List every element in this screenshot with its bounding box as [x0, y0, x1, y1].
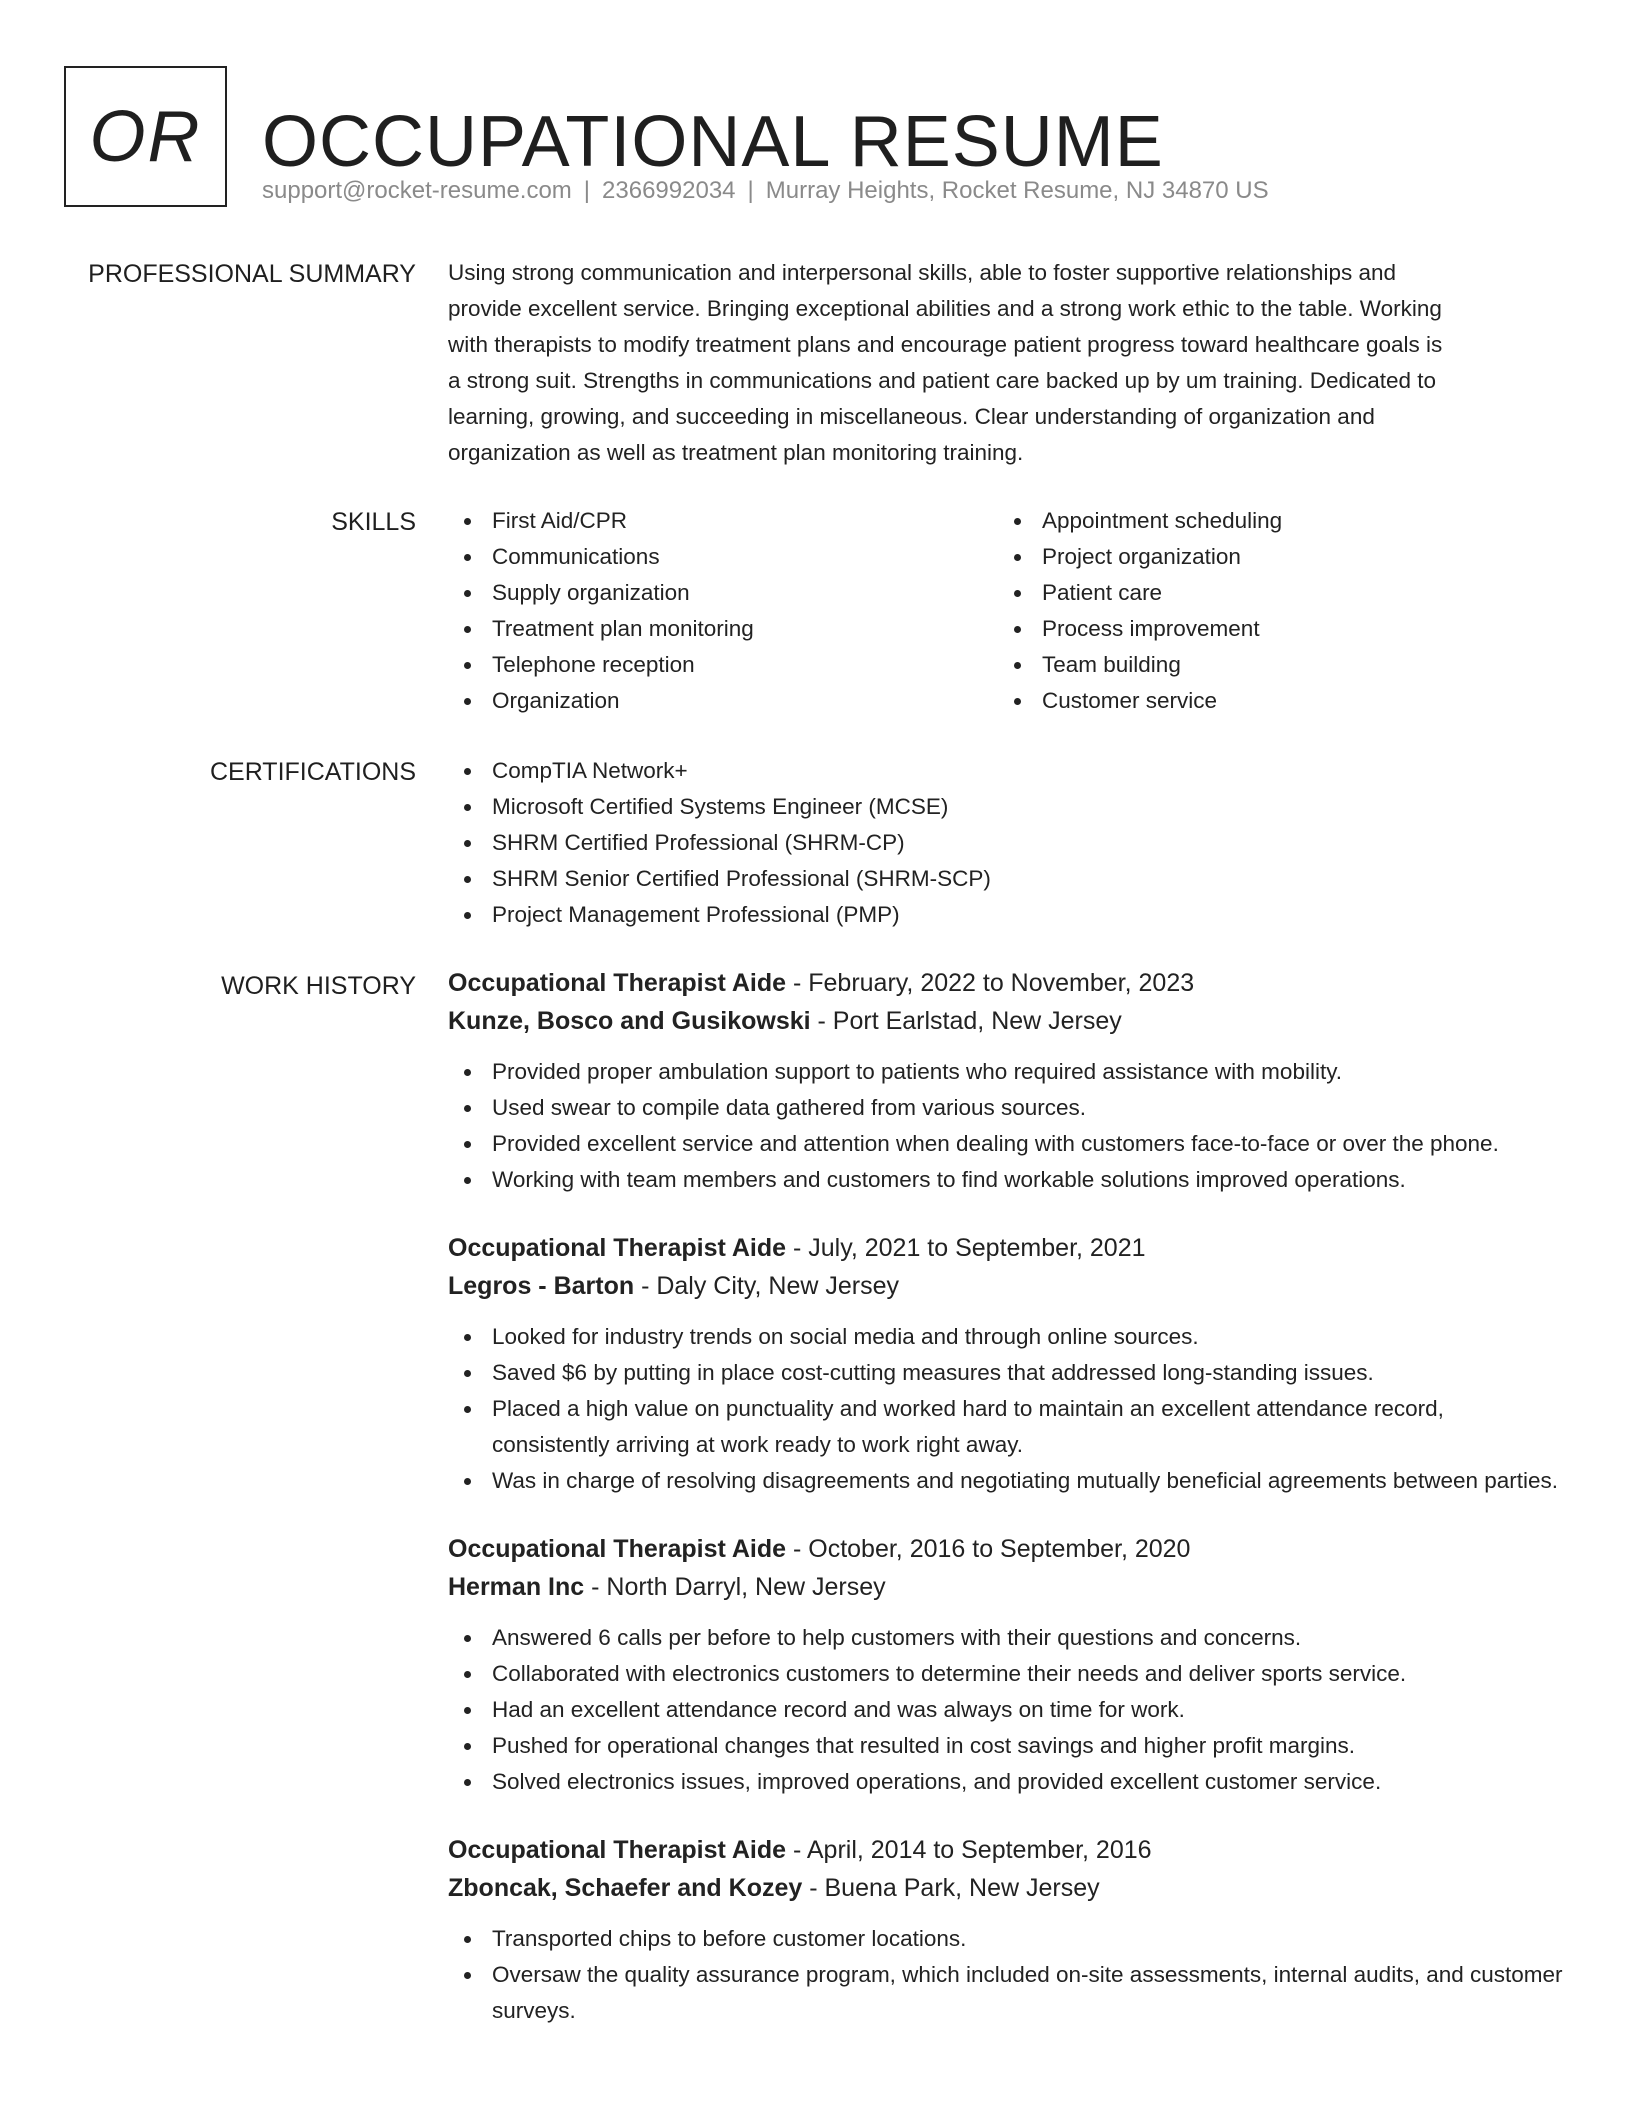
skill-item: Process improvement	[998, 611, 1548, 647]
duty-item: Collaborated with electronics customers to determine their needs and deliver sports service.	[448, 1656, 1563, 1692]
skills-column-right	[998, 503, 1548, 719]
contact-line	[262, 177, 1269, 205]
job-entry	[448, 1229, 1563, 1499]
duty-item: Was in charge of resolving disagreements and negotiating mutually beneficial agreements between parties.	[448, 1463, 1563, 1499]
monogram-initials: OR	[89, 96, 202, 177]
job-duties	[448, 1921, 1563, 2029]
job-company: Kunze, Bosco and Gusikowski	[448, 1007, 811, 1035]
job-title: Occupational Therapist Aide	[448, 1836, 787, 1864]
certifications-list	[448, 753, 1563, 933]
skills-list	[448, 503, 1563, 719]
job-duties	[448, 1319, 1563, 1499]
job-company-line	[448, 1267, 1563, 1305]
job-duties	[448, 1054, 1563, 1198]
duty-item: Answered 6 calls per before to help customers with their questions and concerns.	[448, 1620, 1563, 1656]
summary-body	[448, 255, 1563, 471]
work-history-body	[448, 964, 1563, 2029]
job-duties	[448, 1620, 1563, 1800]
summary-line: learning, growing, and succeeding in miscellaneous. Clear understanding of organization and	[448, 404, 1375, 429]
job-title: Occupational Therapist Aide	[448, 969, 787, 997]
job-entry	[448, 1831, 1563, 2029]
job-company-line	[448, 1568, 1563, 1606]
duty-item: Provided excellent service and attention when dealing with customers face-to-face or over the phone.	[448, 1126, 1563, 1162]
contact-separator: |	[583, 177, 591, 204]
job-company: Herman Inc	[448, 1573, 585, 1601]
monogram-box	[64, 66, 227, 207]
summary-line: a strong suit. Strengths in communications and patient care backed up by um training. Dedicated to	[448, 368, 1437, 393]
summary-line: Using strong communication and interpersonal skills, able to foster supportive relationships and	[448, 260, 1396, 285]
skill-item: Organization	[448, 683, 998, 719]
work-history-heading: WORK HISTORY	[221, 972, 416, 1000]
summary-line: with therapists to modify treatment plans and encourage patient progress toward healthcare goals is	[448, 332, 1443, 357]
duty-item: Looked for industry trends on social media and through online sources.	[448, 1319, 1563, 1355]
job-title-line	[448, 1229, 1563, 1267]
skills-column-left	[448, 503, 998, 719]
duty-item: Solved electronics issues, improved operations, and provided excellent customer service.	[448, 1764, 1563, 1800]
duty-item: Working with team members and customers to find workable solutions improved operations.	[448, 1162, 1563, 1198]
job-location: - Port Earlstad, New Jersey	[810, 1007, 1122, 1035]
duty-item: Used swear to compile data gathered from various sources.	[448, 1090, 1563, 1126]
job-title-line	[448, 964, 1563, 1002]
skill-item: Telephone reception	[448, 647, 998, 683]
duty-item: Provided proper ambulation support to patients who required assistance with mobility.	[448, 1054, 1563, 1090]
summary-heading: PROFESSIONAL SUMMARY	[88, 260, 416, 288]
job-company-line	[448, 1869, 1563, 1907]
contact-email[interactable]: support@rocket-resume.com	[262, 177, 572, 204]
duty-item: Pushed for operational changes that resulted in cost savings and higher profit margins.	[448, 1728, 1563, 1764]
job-company: Zboncak, Schaefer and Kozey	[448, 1874, 803, 1902]
job-location: - North Darryl, New Jersey	[584, 1573, 886, 1601]
contact-phone[interactable]: 2366992034	[602, 177, 736, 204]
job-dates: - October, 2016 to September, 2020	[786, 1535, 1191, 1563]
job-title-line	[448, 1831, 1563, 1869]
certifications-body	[448, 753, 1563, 933]
skill-item: Team building	[998, 647, 1548, 683]
certification-item: Project Management Professional (PMP)	[448, 897, 1563, 933]
summary-line: provide excellent service. Bringing exceptional abilities and a strong work ethic to the table. Working	[448, 296, 1442, 321]
duty-item: Placed a high value on punctuality and worked hard to maintain an excellent attendance record, consistently arriving at work ready to work right away.	[448, 1391, 1563, 1463]
job-dates: - July, 2021 to September, 2021	[786, 1234, 1146, 1262]
resume-title: OCCUPATIONAL RESUME	[262, 102, 1164, 183]
skill-item: Customer service	[998, 683, 1548, 719]
skill-item: Supply organization	[448, 575, 998, 611]
contact-separator: |	[747, 177, 754, 204]
duty-item: Oversaw the quality assurance program, which included on-site assessments, internal audits, and customer surveys.	[448, 1957, 1563, 2029]
duty-item: Had an excellent attendance record and was always on time for work.	[448, 1692, 1563, 1728]
job-entry	[448, 964, 1563, 1198]
job-entry	[448, 1530, 1563, 1800]
job-title-line	[448, 1530, 1563, 1568]
skill-item: Project organization	[998, 539, 1548, 575]
duty-item: Saved $6 by putting in place cost-cutting measures that addressed long-standing issues.	[448, 1355, 1563, 1391]
job-dates: - February, 2022 to November, 2023	[786, 969, 1195, 997]
summary-line: organization as well as treatment plan monitoring training.	[448, 440, 1024, 465]
job-company: Legros - Barton	[448, 1272, 635, 1300]
job-dates: - April, 2014 to September, 2016	[786, 1836, 1152, 1864]
contact-address: Murray Heights, Rocket Resume, NJ 34870 US	[765, 177, 1269, 204]
job-title: Occupational Therapist Aide	[448, 1234, 787, 1262]
job-company-line	[448, 1002, 1563, 1040]
skill-item: Communications	[448, 539, 998, 575]
certification-item: SHRM Senior Certified Professional (SHRM-SCP)	[448, 861, 1563, 897]
certification-item: CompTIA Network+	[448, 753, 1563, 789]
duty-item: Transported chips to before customer locations.	[448, 1921, 1563, 1957]
job-location: - Buena Park, New Jersey	[802, 1874, 1100, 1902]
certifications-heading: CERTIFICATIONS	[209, 758, 416, 786]
skill-item: Patient care	[998, 575, 1548, 611]
certification-item: SHRM Certified Professional (SHRM-CP)	[448, 825, 1563, 861]
skill-item: Treatment plan monitoring	[448, 611, 998, 647]
job-location: - Daly City, New Jersey	[634, 1272, 899, 1300]
job-title: Occupational Therapist Aide	[448, 1535, 787, 1563]
skill-item: First Aid/CPR	[448, 503, 998, 539]
skill-item: Appointment scheduling	[998, 503, 1548, 539]
skills-heading: SKILLS	[331, 508, 416, 536]
certification-item: Microsoft Certified Systems Engineer (MCSE)	[448, 789, 1563, 825]
